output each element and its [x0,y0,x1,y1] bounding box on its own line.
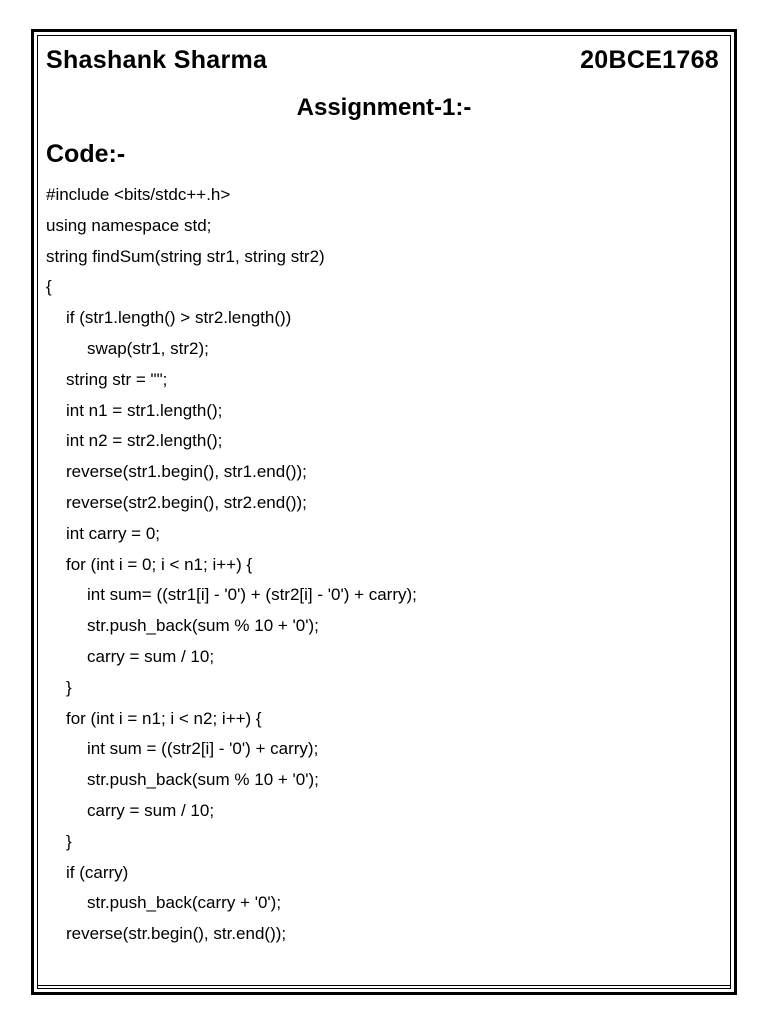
student-id: 20BCE1768 [580,46,719,74]
code-line: } [66,831,72,851]
code-line: int n1 = str1.length(); [66,400,223,420]
code-section-heading: Code:- [46,140,126,168]
code-line: if (carry) [66,862,129,882]
code-line: reverse(str1.begin(), str1.end()); [66,462,307,482]
code-line: } [66,677,72,697]
code-line: string findSum(string str1, string str2) [46,246,325,266]
code-line: int n2 = str2.length(); [66,431,223,451]
code-line: #include <bits/stdc++.h> [46,185,231,204]
code-line: reverse(str2.begin(), str2.end()); [66,492,307,512]
code-line: str.push_back(sum % 10 + '0'); [87,616,319,636]
code-line: reverse(str.begin(), str.end()); [66,924,287,944]
code-line: if (str1.length() > str2.length()) [66,308,292,328]
code-line: int sum= ((str1[i] - '0') + (str2[i] - '0') + carry); [87,585,417,605]
page-border-bottom-rule [37,985,731,986]
code-block [46,180,417,950]
code-line: carry = sum / 10; [87,646,215,666]
assignment-title: Assignment-1:- [296,94,472,121]
code-line: using namespace std; [46,215,212,235]
code-line: carry = sum / 10; [87,800,215,820]
code-line: string str = ""; [66,369,168,389]
code-line: for (int i = n1; i < n2; i++) { [66,708,262,728]
code-line: swap(str1, str2); [87,338,209,358]
code-line: str.push_back(sum % 10 + '0'); [87,770,319,790]
code-line: str.push_back(carry + '0'); [87,893,282,913]
code-line: { [46,277,52,297]
code-line: int carry = 0; [66,523,161,543]
student-name: Shashank Sharma [46,46,268,74]
code-line: for (int i = 0; i < n1; i++) { [66,554,253,574]
code-line: int sum = ((str2[i] - '0') + carry); [87,739,319,759]
